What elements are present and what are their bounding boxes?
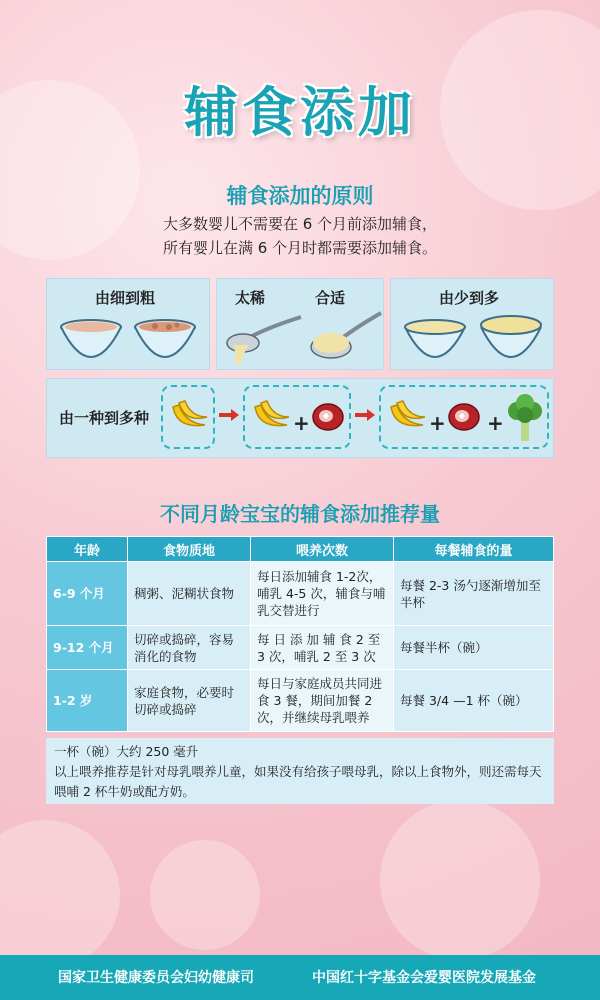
notes-box (46, 738, 554, 804)
cell-age: 6-9 个月 (47, 562, 128, 626)
note-cup-volume: 一杯（碗）大约 250 毫升 (54, 744, 199, 759)
cell-times: 每 日 添 加 辅 食 2 至 3 次，哺乳 2 至 3 次 (251, 626, 394, 670)
banana-icon (169, 399, 209, 435)
bokeh-decoration (380, 800, 540, 960)
header-age: 年龄 (47, 537, 128, 562)
bokeh-decoration (150, 840, 260, 950)
panel-variety (46, 378, 554, 458)
footer-right-org: 中国红十字基金会爱婴医院发展基金 (312, 970, 536, 986)
label-one-to-many: 由一种到多种 (59, 409, 150, 427)
principle-title: 辅食添加的原则 (226, 184, 374, 208)
bowl-icon (403, 317, 467, 363)
header-amount: 每餐辅食的量 (394, 537, 554, 562)
label-fine-to-coarse: 由细到粗 (95, 289, 156, 307)
bowl-icon (479, 313, 543, 363)
cell-times: 每日与家庭成员共同进食 3 餐，期间加餐 2 次，并继续母乳喂养 (251, 670, 394, 732)
note-formula: 以上喂养推荐是针对母乳喂养儿童，如果没有给孩子喂母乳，除以上食物外，则还需每天喂哺 2 杯牛奶或配方奶。 (54, 764, 542, 799)
recommend-title: 不同月龄宝宝的辅食添加推荐量 (160, 502, 440, 526)
header-times: 喂养次数 (251, 537, 394, 562)
cell-amount: 每餐半杯（碗） (394, 626, 554, 670)
cell-texture: 稠粥、泥糊状食物 (128, 562, 251, 626)
arrow-right-icon (355, 409, 375, 421)
cell-times: 每日添加辅食 1-2次，哺乳 4-5 次，辅食与哺乳交替进行 (251, 562, 394, 626)
intro-line-2: 所有婴儿在满 6 个月时都需要添加辅食。 (162, 239, 438, 257)
spoon-icon (223, 311, 303, 367)
spoon-icon (303, 305, 383, 367)
stage-three (379, 385, 549, 449)
cell-texture: 家庭食物，必要时切碎或捣碎 (128, 670, 251, 732)
panel-consistency (216, 278, 384, 370)
table-row (47, 562, 554, 626)
plus-sign: + (429, 411, 446, 435)
label-too-thin: 太稀 (235, 289, 266, 307)
label-less-to-more: 由少到多 (439, 289, 500, 307)
table-row (47, 626, 554, 670)
banana-icon (387, 399, 427, 435)
intro-line-1: 大多数婴儿不需要在 6 个月前添加辅食， (162, 215, 438, 233)
footer-left-org: 国家卫生健康委员会妇幼健康司 (58, 970, 254, 986)
panel-less-to-more (390, 278, 554, 370)
principle-intro (0, 212, 600, 260)
table-row (47, 670, 554, 732)
meat-icon (311, 401, 345, 433)
bowl-icon (133, 317, 197, 363)
stage-one (161, 385, 215, 449)
bowl-icon (59, 317, 123, 363)
cell-amount: 每餐 3/4 —1 杯（碗） (394, 670, 554, 732)
cell-age: 9-12 个月 (47, 626, 128, 670)
stage-two (243, 385, 351, 449)
panel-fine-to-coarse (46, 278, 210, 370)
bokeh-decoration (0, 820, 120, 970)
cell-texture: 切碎或捣碎，容易消化的食物 (128, 626, 251, 670)
plus-sign: + (487, 411, 504, 435)
arrow-right-icon (219, 409, 239, 421)
page-title: 辅食添加 (184, 81, 416, 144)
broccoli-icon (505, 393, 545, 443)
banana-icon (251, 399, 291, 435)
header-texture: 食物质地 (128, 537, 251, 562)
cell-amount: 每餐 2-3 汤勺逐渐增加至半杯 (394, 562, 554, 626)
label-just-right: 合适 (315, 289, 346, 307)
footer (0, 955, 600, 1000)
meat-icon (447, 401, 481, 433)
plus-sign: + (293, 411, 310, 435)
recommend-table (46, 536, 554, 732)
cell-age: 1-2 岁 (47, 670, 128, 732)
table-header-row (47, 537, 554, 562)
